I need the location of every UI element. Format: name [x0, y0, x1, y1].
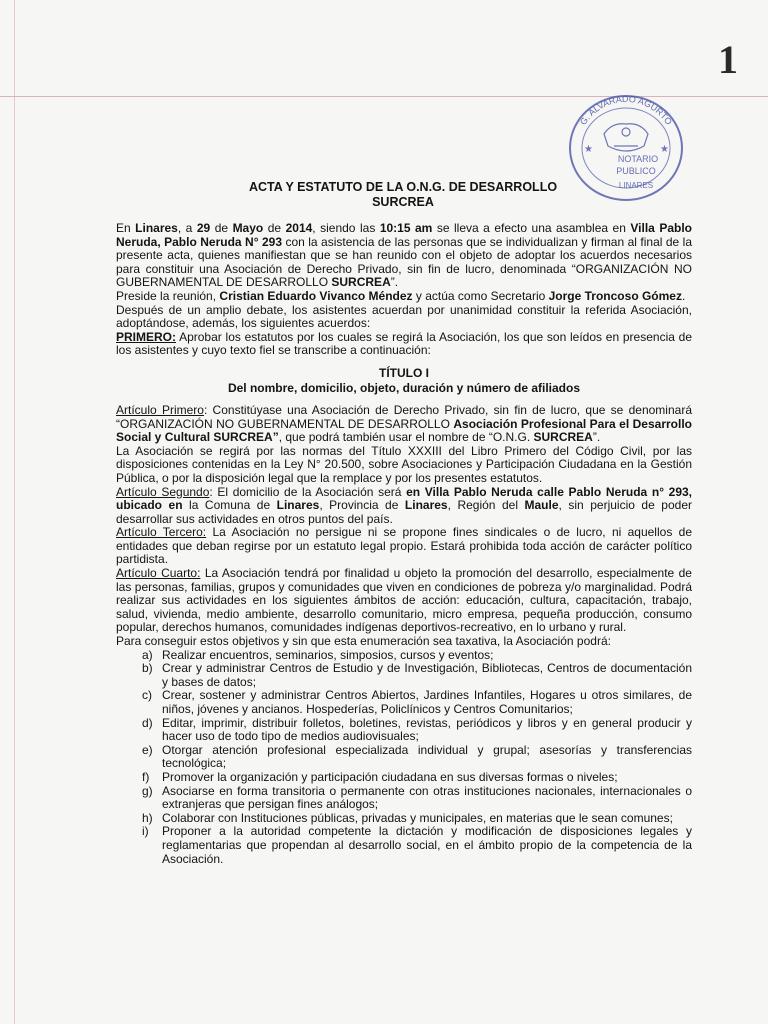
- margin-line: [14, 0, 15, 1024]
- list-item: h) Colaborar con Instituciones públicas, privadas y municipales, en materias que le sean comunes;: [142, 810, 673, 825]
- star-icon: ★: [584, 144, 593, 155]
- list-item: d) Editar, imprimir, distribuir folletos, boletines, revistas, periódicos y libros y en general producir y hacer uso de todo tipo de medios audiovisuales;: [142, 715, 692, 744]
- title-line-1: ACTA Y ESTATUTO DE LA O.N.G. DE DESARROLLO: [248, 180, 558, 194]
- document-title: [228, 180, 578, 210]
- star-icon: ★: [660, 144, 669, 155]
- list-item: b) Crear y administrar Centros de Estudio y de Investigación, Bibliotecas, Centros de documentación y bases de datos;: [142, 661, 692, 689]
- title-line-2: SURCREA: [372, 195, 434, 209]
- article-1: Artículo Primero: Constitúyase una Asociación de Derecho Privado, sin fin de lucro, que se denominará “ORGANIZACIÓN NO GUBERNAMENTAL DE DESARROLLO Asociación Profesional Para el Desarrollo Social y Cultural SURCREA”, que podrá también usar el nombre de “O.N.G. SURCREA”.: [116, 402, 692, 445]
- intro-paragraph: En Linares, a 29 de Mayo de 2014, siendo las 10:15 am se lleva a efecto una asamblea en Villa Pablo Neruda, Pablo Neruda N° 293 con la asistencia de las personas que se individualizan y firman al final de la presente acta, quienes manifiestan que se han reunido con el objeto de adoptar los acuerdos necesarios para constituir una Asociación de Derecho Privado, sin fin de lucro, denominada “ORGANIZACIÓN NO GUBERNAMENTAL DE DESARROLLO SURCREA”.: [116, 221, 693, 290]
- stamp-top-text: G. ALVARADO AGURTO: [577, 93, 675, 127]
- coat-of-arms-icon: [604, 124, 648, 151]
- titulo-heading: TÍTULO I: [379, 365, 429, 380]
- objectives-intro: Para conseguir estos objetivos y sin que esta enumeración sea taxativa, la Asociación podrá:: [116, 634, 611, 649]
- document-body: [116, 222, 692, 866]
- stamp-line-3: LINARES: [618, 181, 654, 190]
- list-item: c) Crear, sostener y administrar Centros Abiertos, Jardines Infantiles, Hogares u otros similares, de niños, jóvenes y ancianos. Hospederías, Policlínicos y Centros Comunitarios;: [142, 688, 692, 716]
- article-1-continued: La Asociación se regirá por las normas del Título XXXIII del Libro Primero del Código Civil, por las disposiciones contenidas en la Ley N° 20.500, sobre Asociaciones y Participación Ciudadana en la Gestión Pública, o por la disposición legal que la remplace y por los presentes estatutos.: [116, 443, 692, 485]
- titulo-subheading: Del nombre, domicilio, objeto, duración y número de afiliados: [227, 380, 581, 395]
- list-item: f) Promover la organización y participación ciudadana en sus diversas formas o niveles;: [142, 769, 618, 784]
- debate-paragraph: Después de un amplio debate, los asistentes acuerdan por unanimidad constituir la referida Asociación, adoptándose, además, los siguientes acuerdos:: [116, 302, 692, 331]
- list-item: a) Realizar encuentros, seminarios, simposios, cursos y eventos;: [142, 647, 494, 662]
- list-item: g) Asociarse en forma transitoria o permanente con otras instituciones nacionales, internacionales o extranjeras que persigan fines análogos;: [142, 783, 692, 812]
- list-item: i) Proponer a la autoridad competente la dictación y modificación de disposiciones legales y reglamentarias que propendan al desarrollo social, en el ámbito propio de la competencia de la Asociación.: [142, 824, 692, 866]
- stamp-line-2: PUBLICO: [616, 166, 656, 176]
- article-2: Artículo Segundo: El domicilio de la Asociación será en Villa Pablo Neruda calle Pablo Neruda n° 293, ubicado en la Comuna de Linares, Provincia de Linares, Región del Maule, sin perjuicio de poder desarrollar sus actividades en otros puntos del país.: [116, 484, 692, 526]
- stamp-line-1: NOTARIO: [617, 154, 659, 164]
- page-number: 1: [718, 37, 738, 82]
- article-4: Artículo Cuarto: La Asociación tendrá por finalidad u objeto la promoción del desarrollo, especialmente de las personas, familias, grupos y comunidades que viven en condiciones de pobreza y/o marginalidad. Podrá realizar sus actividades en los siguientes ámbitos de acción: educación, cultura, capacitación, trabajo, salud, vivienda, medio ambiente, desarrollo comunitario, micro empresa, pequeña producción, consumo popular, derechos humanos, comunidades indígenas deportivos-recreativo, en lo urbano y rural.: [116, 566, 692, 635]
- preside-paragraph: Preside la reunión, Cristian Eduardo Vivanco Méndez y actúa como Secretario Jorge Troncoso Gómez.: [116, 288, 686, 303]
- article-3: Artículo Tercero: La Asociación no persigue ni se propone fines sindicales o de lucro, ni aquellos de entidades que deban regirse por un estatuto legal propio. Estará prohibida toda acción de carácter político partidista.: [116, 525, 692, 567]
- objectives-list: [116, 649, 692, 867]
- primero-paragraph: PRIMERO: Aprobar los estatutos por los cuales se regirá la Asociación, los que son leídos en presencia de los asistentes y cuyo texto fiel se transcribe a continuación:: [116, 329, 692, 358]
- list-item: e) Otorgar atención profesional especializada individual y grupal; asesorías y transferencias tecnológica;: [142, 742, 692, 771]
